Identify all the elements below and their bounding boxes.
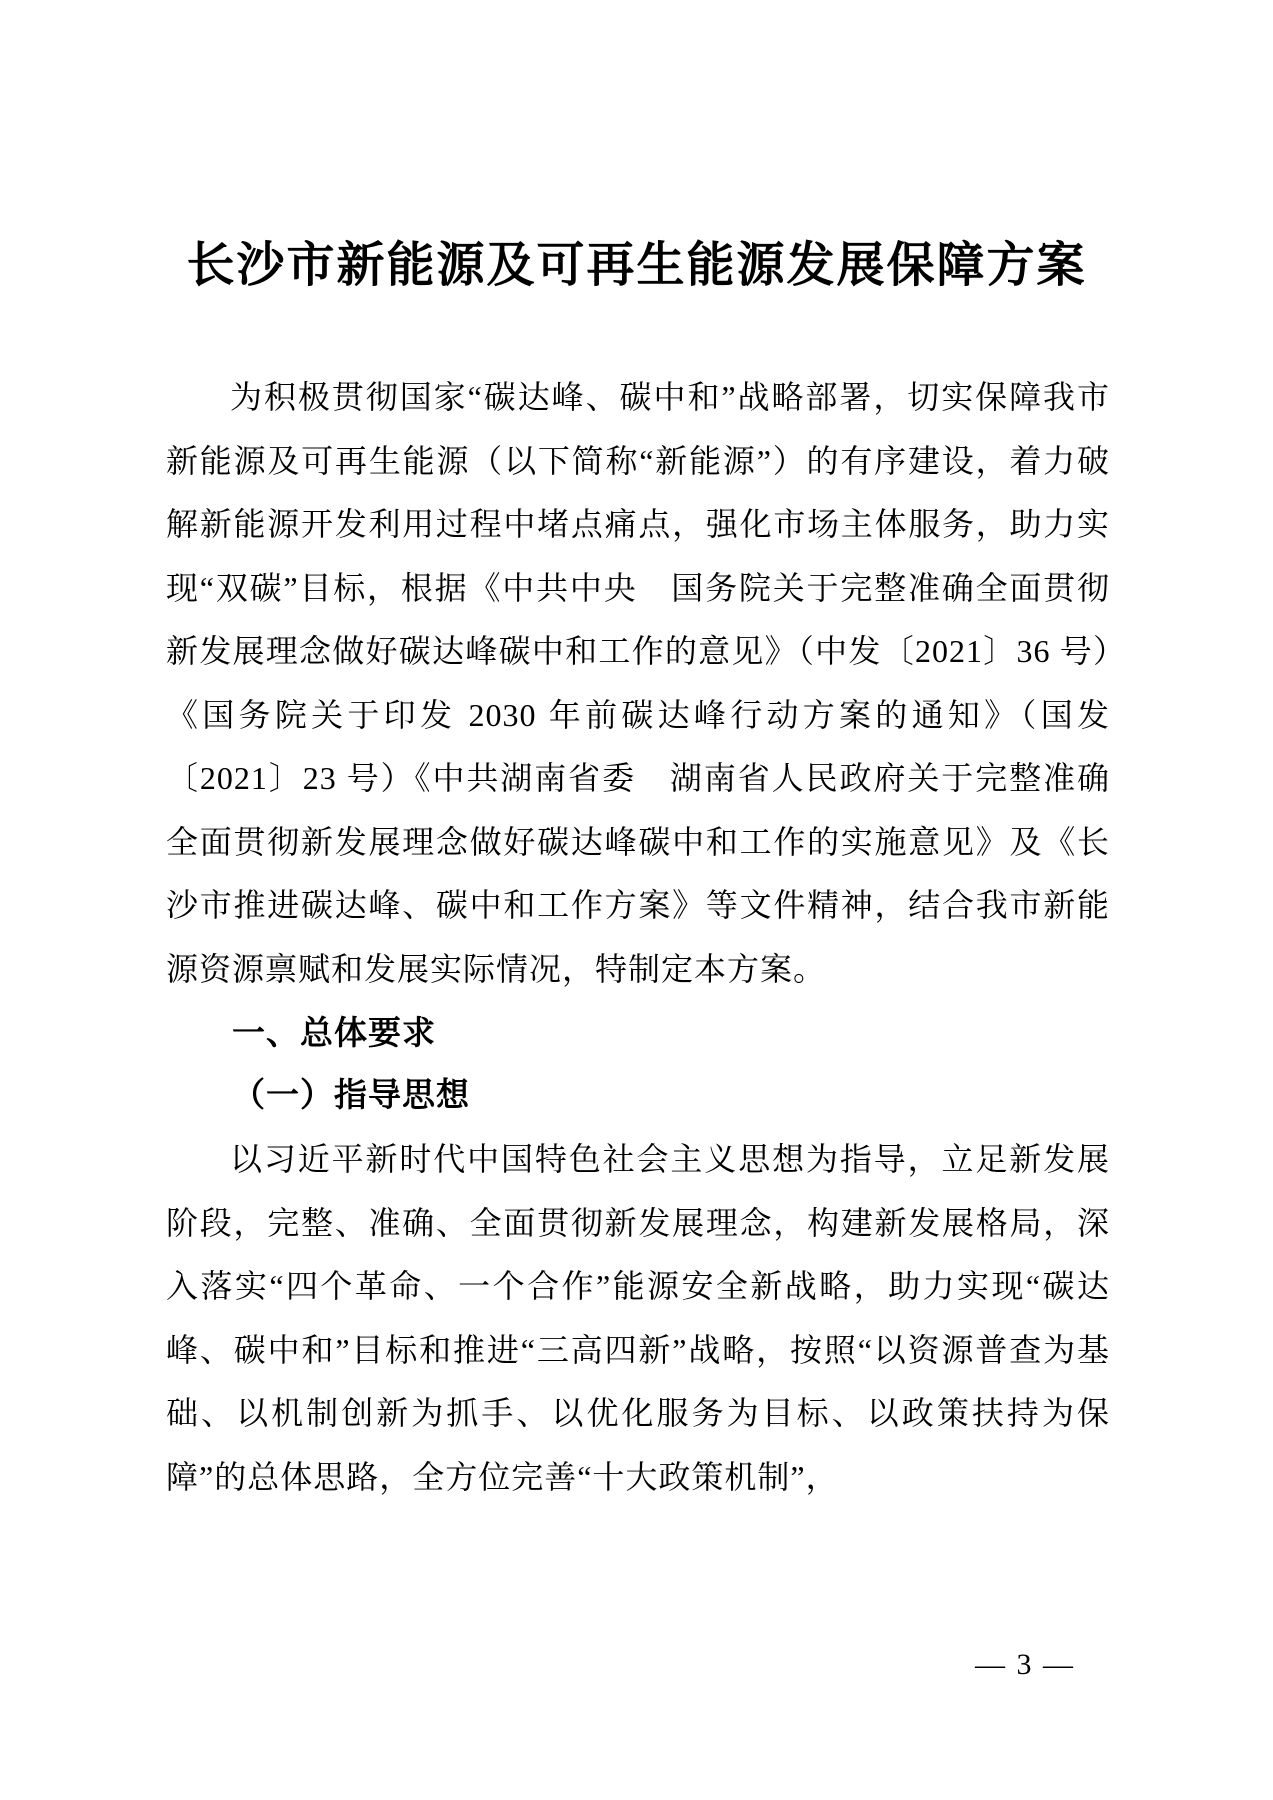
paragraph-intro: 为积极贯彻国家“碳达峰、碳中和”战略部署，切实保障我市新能源及可再生能源（以下简称“新能源”）的有序建设，着力破解新能源开发利用过程中堵点痛点，强化市场主体服务，助力实现“双碳”目标，根据《中共中央 国务院关于完整准确全面贯彻新发展理念做好碳达峰碳中和工作的意见》（中发〔2021〕36 号）《国务院关于印发 2030 年前碳达峰行动方案的通知》（国发〔2021〕23 号）《中共湖南省委 湖南省人民政府关于完整准确全面贯彻新发展理念做好碳达峰碳中和工作的实施意见》及《长沙市推进碳达峰、碳中和工作方案》等文件精神，结合我市新能源资源禀赋和发展实际情况，特制定本方案。 <box>166 379 1110 987</box>
subsection-heading-guiding-ideology: （一）指导思想 <box>232 1077 470 1114</box>
section-heading-overall-requirements: 一、总体要求 <box>232 1014 436 1051</box>
page-number: — 3 — <box>975 1648 1075 1681</box>
document-title: 长沙市新能源及可再生能源发展保障方案 <box>186 239 1087 292</box>
document-body <box>166 366 1110 1509</box>
paragraph-guiding-ideology: 以习近平新时代中国特色社会主义思想为指导，立足新发展阶段，完整、准确、全面贯彻新发展理念，构建新发展格局，深入落实“四个革命、一个合作”能源安全新战略，助力实现“碳达峰、碳中和”目标和推进“三高四新”战略，按照“以资源普查为基础、以机制创新为抓手、以优化服务为目标、以政策扶持为保障”的总体思路，全方位完善“十大政策机制”， <box>166 1141 1110 1495</box>
